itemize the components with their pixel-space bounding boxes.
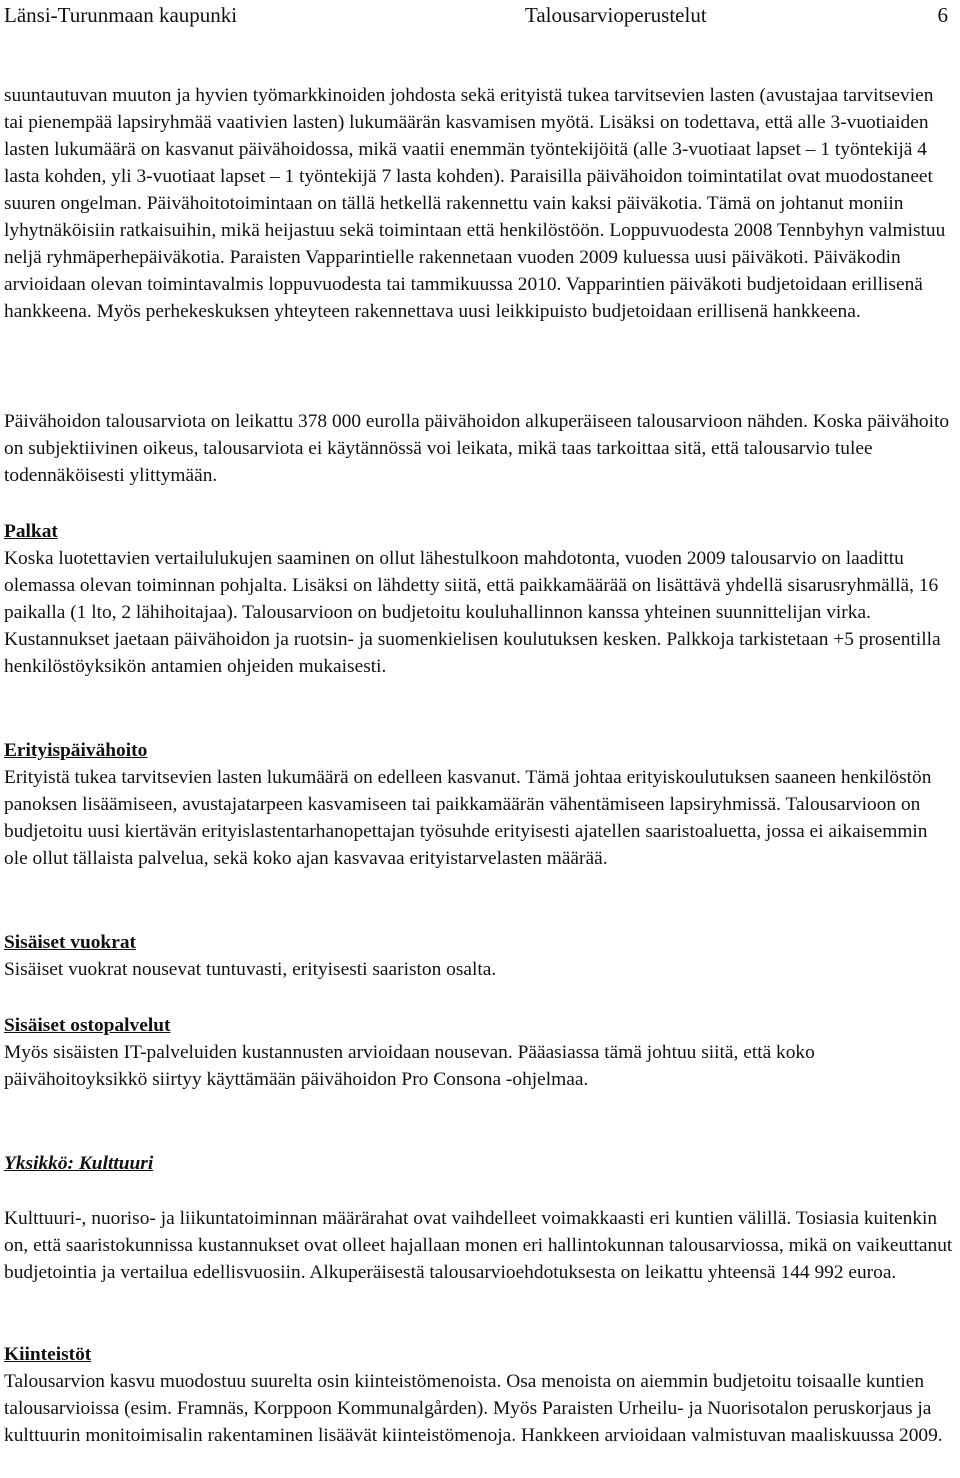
intro-paragraph-2	[4, 408, 954, 489]
section-body-sisaiset-ostopalvelut: Myös sisäisten IT-palveluiden kustannusten arvioidaan nousevan. Pääasiassa tämä johtuu siitä, että koko päivähoitoyksikkö siirtyy käyttämään päivähoidon Pro Consona -ohjelmaa.	[4, 1042, 815, 1090]
section-sisaiset-vuokrat	[4, 929, 954, 983]
section-body-palkat: Koska luotettavien vertailulukujen saaminen on ollut lähestulkoon mahdotonta, vuoden 2009 talousarvio on laadittu olemassa olevan toiminnan pohjalta. Lisäksi on lähdetty siitä, että paikkamäärää on lisättävä yhdellä sisarusryhmällä, 16 paikalla (1 lto, 2 lähihoitajaa). Talousarvioon on budjetoitu kouluhallinnon kanssa yhteinen suunnittelijan virka. Kustannukset jaetaan päivähoidon ja ruotsin- ja suomenkielisen koulutuksen kesken. Palkkoja tarkistetaan +5 prosentilla henkilöstöyksikön antamien ohjeiden mukaisesti.	[4, 548, 941, 677]
intro-text-2: Päivähoidon talousarviota on leikattu 378 000 eurolla päivähoidon alkuperäiseen talousarvioon nähden. Koska päivähoito on subjektiivinen oikeus, talousarviota ei käytännössä voi leikata, mikä taas tarkoittaa sitä, että talousarvio tulee todennäköisesti ylittymään.	[4, 411, 950, 486]
section-palkat	[4, 518, 954, 680]
section-heading-erityispaivahoito: Erityispäivähoito	[4, 740, 148, 761]
section-sisaiset-ostopalvelut	[4, 1012, 954, 1093]
section-erityispaivahoito	[4, 737, 954, 872]
section-body-erityispaivahoito: Erityistä tukea tarvitsevien lasten lukumäärä on edelleen kasvanut. Tämä johtaa erityiskoulutuksen saaneen henkilöstön panoksen lisäämiseen, avustajatarpeen kasvamiseen tai paikkamäärän vähentämiseen lapsiryhmissä. Talousarvioon on budjetoitu uusi kiertävän erityislastentarhanopettajan työsuhde erityisesti ajatellen saaristoaluetta, jossa ei aikaisemmin ole ollut tällaista palvelua, sekä koko ajan kasvavaa erityistarvelasten määrää.	[4, 767, 932, 869]
section-body-kiinteistot: Talousarvion kasvu muodostuu suurelta osin kiinteistömenoista. Osa menoista on aiemmin budjetoitu toisaalle kuntien talousarvioissa (esim. Framnäs, Korppoon Kommunalgården). Myös Paraisten Urheilu- ja Nuorisotalon peruskorjaus ja kulttuurin monitoimisalin rakentaminen lisäävät kiinteistömenoja. Hankkeen arvioidaan valmistuvan maaliskuussa 2009.	[4, 1371, 943, 1446]
intro-text-1: suuntautuvan muuton ja hyvien työmarkkinoiden johdosta sekä erityistä tukea tarvitsevien lasten (avustajaa tarvitsevien tai pienempää lapsiryhmää vaativien lasten) lukumäärän kasvamisen myötä. Lisäksi on todettava, että alle 3-vuotiaiden lasten lukumäärä on kasvanut päivähoidossa, mikä vaatii enemmän työntekijöitä (alle 3-vuotiaat lapset – 1 työntekijä 4 lasta kohden, yli 3-vuotiaat lapset – 1 työntekijä 7 lasta kohden). Paraisilla päivähoidon toimintatilat ovat muodostaneet suuren ongelman. Päivähoitotoimintaan on tällä hetkellä rakennettu vain kaksi päiväkotia. Tämä on johtanut moniin lyhytnäköisiin ratkaisuihin, mikä heijastuu sekä toimintaan että henkilöstöön. Loppuvuodesta 2008 Tennbyhyn valmistuu neljä ryhmäperhepäiväkotia. Paraisten Vapparintielle rakennetaan vuoden 2009 kuluessa uusi päiväkoti. Päiväkodin arvioidaan olevan toimintavalmis loppuvuodesta tai tammikuussa 2010. Vapparintien päiväkoti budjetoidaan erillisenä hankkeena. Myös perhekeskuksen yhteyteen rakennettava uusi leikkipuisto budjetoidaan erillisenä hankkeena.	[4, 85, 946, 322]
section-kulttuuri-body	[4, 1205, 954, 1286]
unit-heading-kulttuuri: Yksikkö: Kulttuuri	[4, 1153, 154, 1174]
unit-heading-block	[4, 1150, 954, 1177]
page-header	[4, 3, 948, 27]
section-body-kulttuuri: Kulttuuri-, nuoriso- ja liikuntatoiminnan määrärahat ovat vaihdelleet voimakkaasti eri kuntien välillä. Tosiasia kuitenkin on, että saaristokunnissa kustannukset ovat olleet hajallaan monen eri hallintokunnan talousarviossa, mikä on vaikeuttanut budjetointia ja vertailua edellisvuosiin. Alkuperäisestä talousarvioehdotuksesta on leikattu yhteensä 144 992 euroa.	[4, 1208, 953, 1283]
section-heading-sisaiset-ostopalvelut: Sisäiset ostopalvelut	[4, 1015, 171, 1036]
section-kiinteistot	[4, 1341, 954, 1449]
section-heading-sisaiset-vuokrat: Sisäiset vuokrat	[4, 932, 136, 953]
section-heading-kiinteistot: Kiinteistöt	[4, 1344, 92, 1365]
header-page-number: 6	[937, 3, 948, 27]
header-organization: Länsi-Turunmaan kaupunki	[4, 3, 238, 27]
section-body-sisaiset-vuokrat: Sisäiset vuokrat nousevat tuntuvasti, erityisesti saariston osalta.	[4, 959, 497, 980]
section-heading-palkat: Palkat	[4, 521, 58, 542]
header-document-title: Talousarvioperustelut	[525, 3, 707, 27]
intro-paragraph-1	[4, 82, 954, 325]
